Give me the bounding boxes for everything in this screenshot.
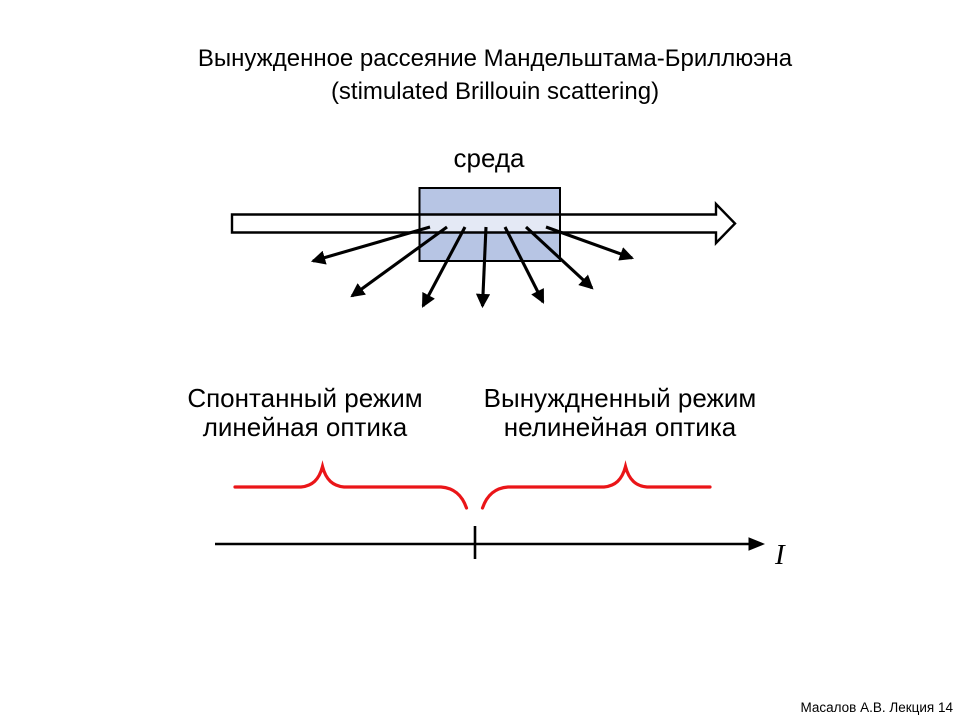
regime-right-label-line1: Вынуждненный режим: [483, 383, 757, 413]
slide-title-line2: (stimulated Brillouin scattering): [330, 78, 660, 105]
regime-left-label-line1: Спонтанный режим: [187, 383, 423, 413]
regime-left-label-line2: линейная оптика: [202, 412, 408, 442]
regime-right-label-line2: нелинейная оптика: [503, 412, 737, 442]
intensity-axis-label: I: [775, 539, 785, 571]
slide-title-line1: Вынужденное рассеяние Мандельштама-Бриллюэна: [197, 45, 793, 72]
medium-label: среда: [453, 143, 525, 173]
footer-credit: Масалов А.В. Лекция 14: [800, 700, 953, 715]
